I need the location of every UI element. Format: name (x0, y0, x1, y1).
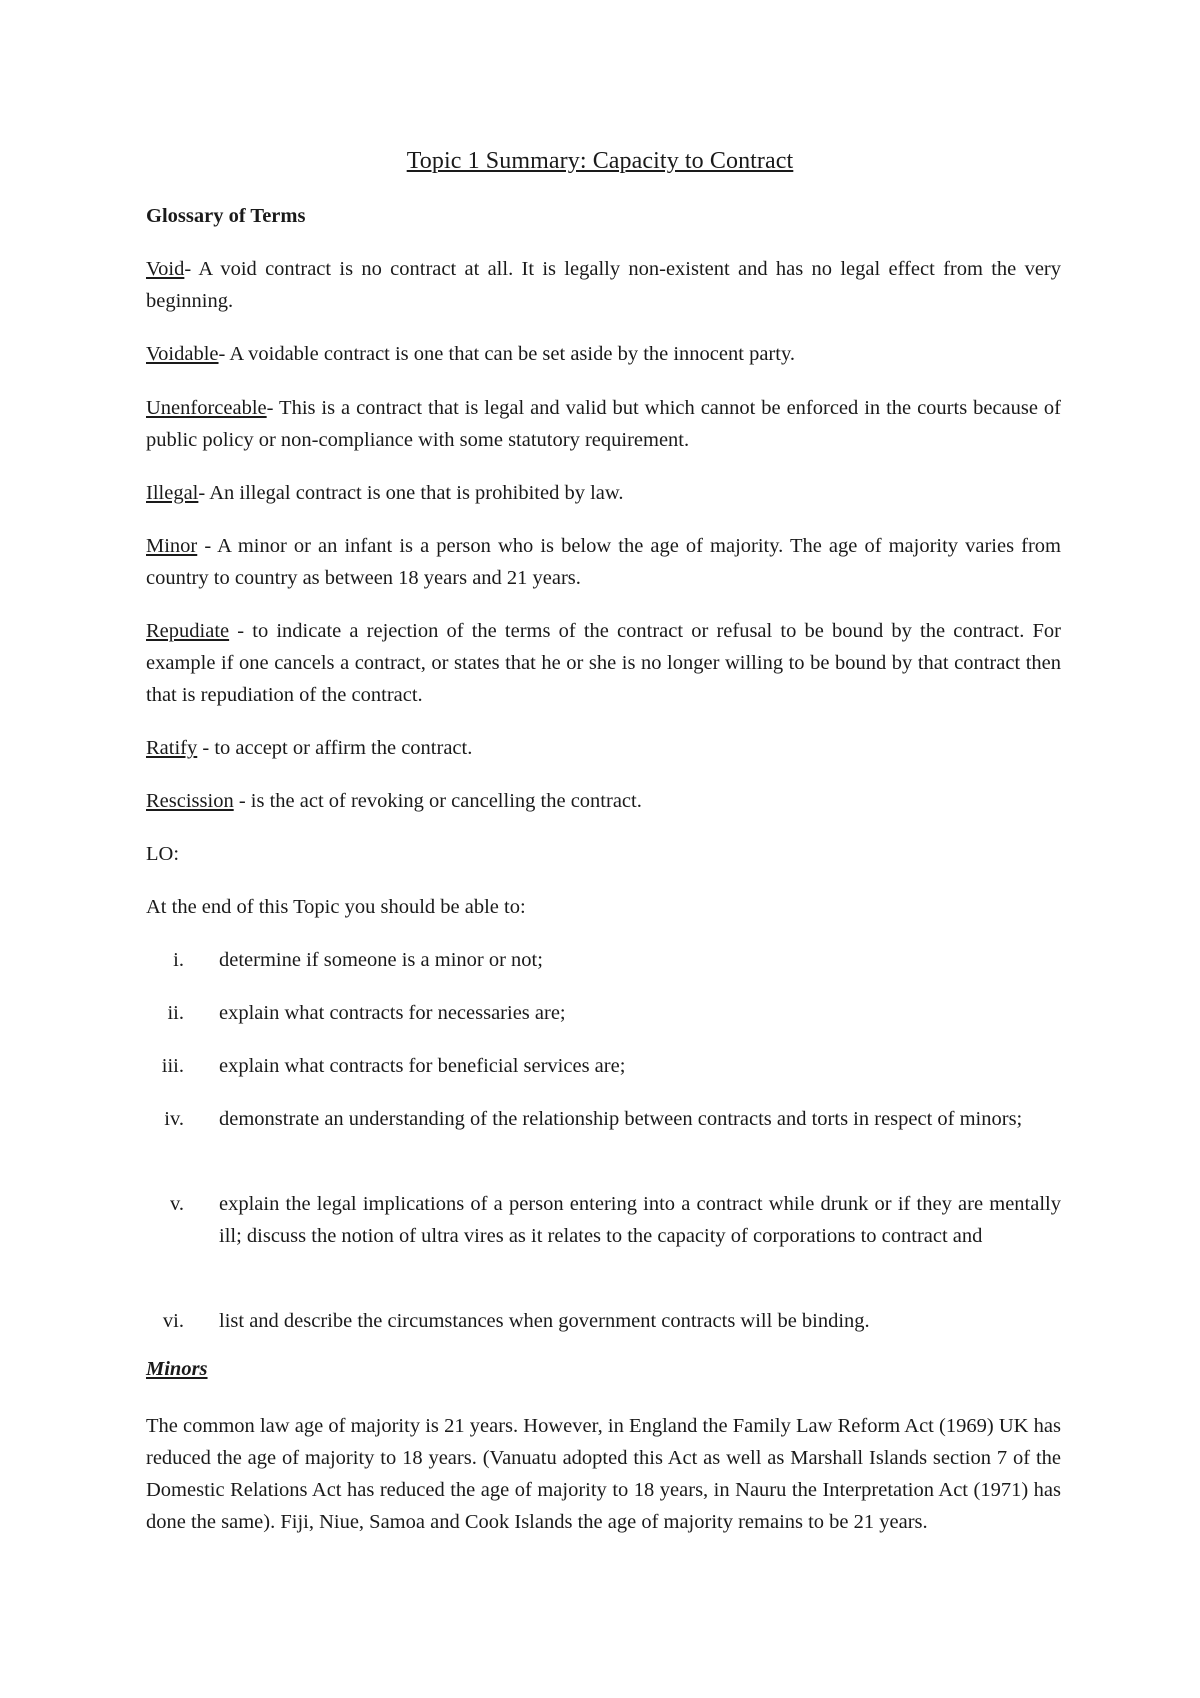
glossary-entry-minor (146, 530, 1061, 594)
glossary-term: Rescission (146, 790, 234, 812)
lo-intro: At the end of this Topic you should be able to: (146, 896, 526, 918)
glossary-term: Void (146, 258, 185, 280)
list-text: demonstrate an understanding of the relationship between contracts and torts in respect of minors; (219, 1108, 1023, 1130)
glossary-entry-voidable (146, 338, 1061, 370)
list-text: determine if someone is a minor or not; (219, 949, 543, 971)
glossary-term: Illegal (146, 482, 199, 504)
minors-heading: Minors (146, 1358, 208, 1380)
glossary-term: Unenforceable (146, 397, 267, 419)
glossary-entry-repudiate (146, 615, 1061, 711)
list-number: vi. (162, 1310, 184, 1332)
glossary-definition: - An illegal contract is one that is prohibited by law. (198, 482, 624, 504)
glossary-definition: - is the act of revoking or cancelling the contract. (233, 790, 642, 812)
list-number: v. (169, 1193, 184, 1215)
list-number: iv. (164, 1108, 184, 1130)
list-text: list and describe the circumstances when government contracts will be binding. (219, 1310, 870, 1332)
glossary-entry-unenforceable (146, 392, 1061, 456)
glossary-definition: - A void contract is no contract at all. It is legally non-existent and has no legal effect from the very beginning. (146, 258, 1061, 312)
list-text: explain what contracts for necessaries are; (219, 1002, 566, 1024)
glossary-definition: - A voidable contract is one that can be set aside by the innocent party. (218, 343, 795, 365)
glossary-term: Voidable (146, 343, 219, 365)
glossary-entry-rescission (146, 785, 1061, 817)
minors-paragraph: The common law age of majority is 21 years. However, in England the Family Law Reform Act (1969) UK has reduced the age of majority to 18 years. (Vanuatu adopted this Act as well as Marshall Islands section 7 of the Domestic Relations Act has reduced the age of majority to 18 years, in Nauru the Interpretation Act (1971) has done the same). Fiji, Niue, Samoa and Cook Islands the age of majority remains to be 21 years. (146, 1415, 1061, 1533)
glossary-definition: - This is a contract that is legal and valid but which cannot be enforced in the courts because of public policy or non-compliance with some statutory requirement. (146, 397, 1061, 451)
glossary-definition: - to accept or affirm the contract. (197, 737, 473, 759)
glossary-entry-void (146, 253, 1061, 317)
glossary-term: Minor (146, 535, 198, 557)
page-title: Topic 1 Summary: Capacity to Contract (406, 148, 794, 174)
glossary-definition: - A minor or an infant is a person who is below the age of majority. The age of majority varies from country to country as between 18 years and 21 years. (146, 535, 1061, 589)
glossary-term: Repudiate (146, 620, 230, 642)
glossary-term: Ratify (146, 737, 198, 759)
list-number: iii. (161, 1055, 184, 1077)
list-number: ii. (167, 1002, 184, 1024)
glossary-definition: - to indicate a rejection of the terms of the contract or refusal to be bound by the contract. For example if one cancels a contract, or states that he or she is no longer willing to be bound by that contract then that is repudiation of the contract. (146, 620, 1061, 706)
glossary-heading: Glossary of Terms (146, 205, 306, 227)
list-text: explain the legal implications of a person entering into a contract while drunk or if they are mentally ill; discuss the notion of ultra vires as it relates to the capacity of corporations to contract and (219, 1193, 1061, 1247)
list-number: i. (173, 949, 184, 971)
glossary-entry-ratify (146, 732, 1061, 764)
list-text: explain what contracts for beneficial services are; (219, 1055, 626, 1077)
lo-label: LO: (146, 843, 180, 865)
glossary-entry-illegal (146, 477, 1061, 509)
